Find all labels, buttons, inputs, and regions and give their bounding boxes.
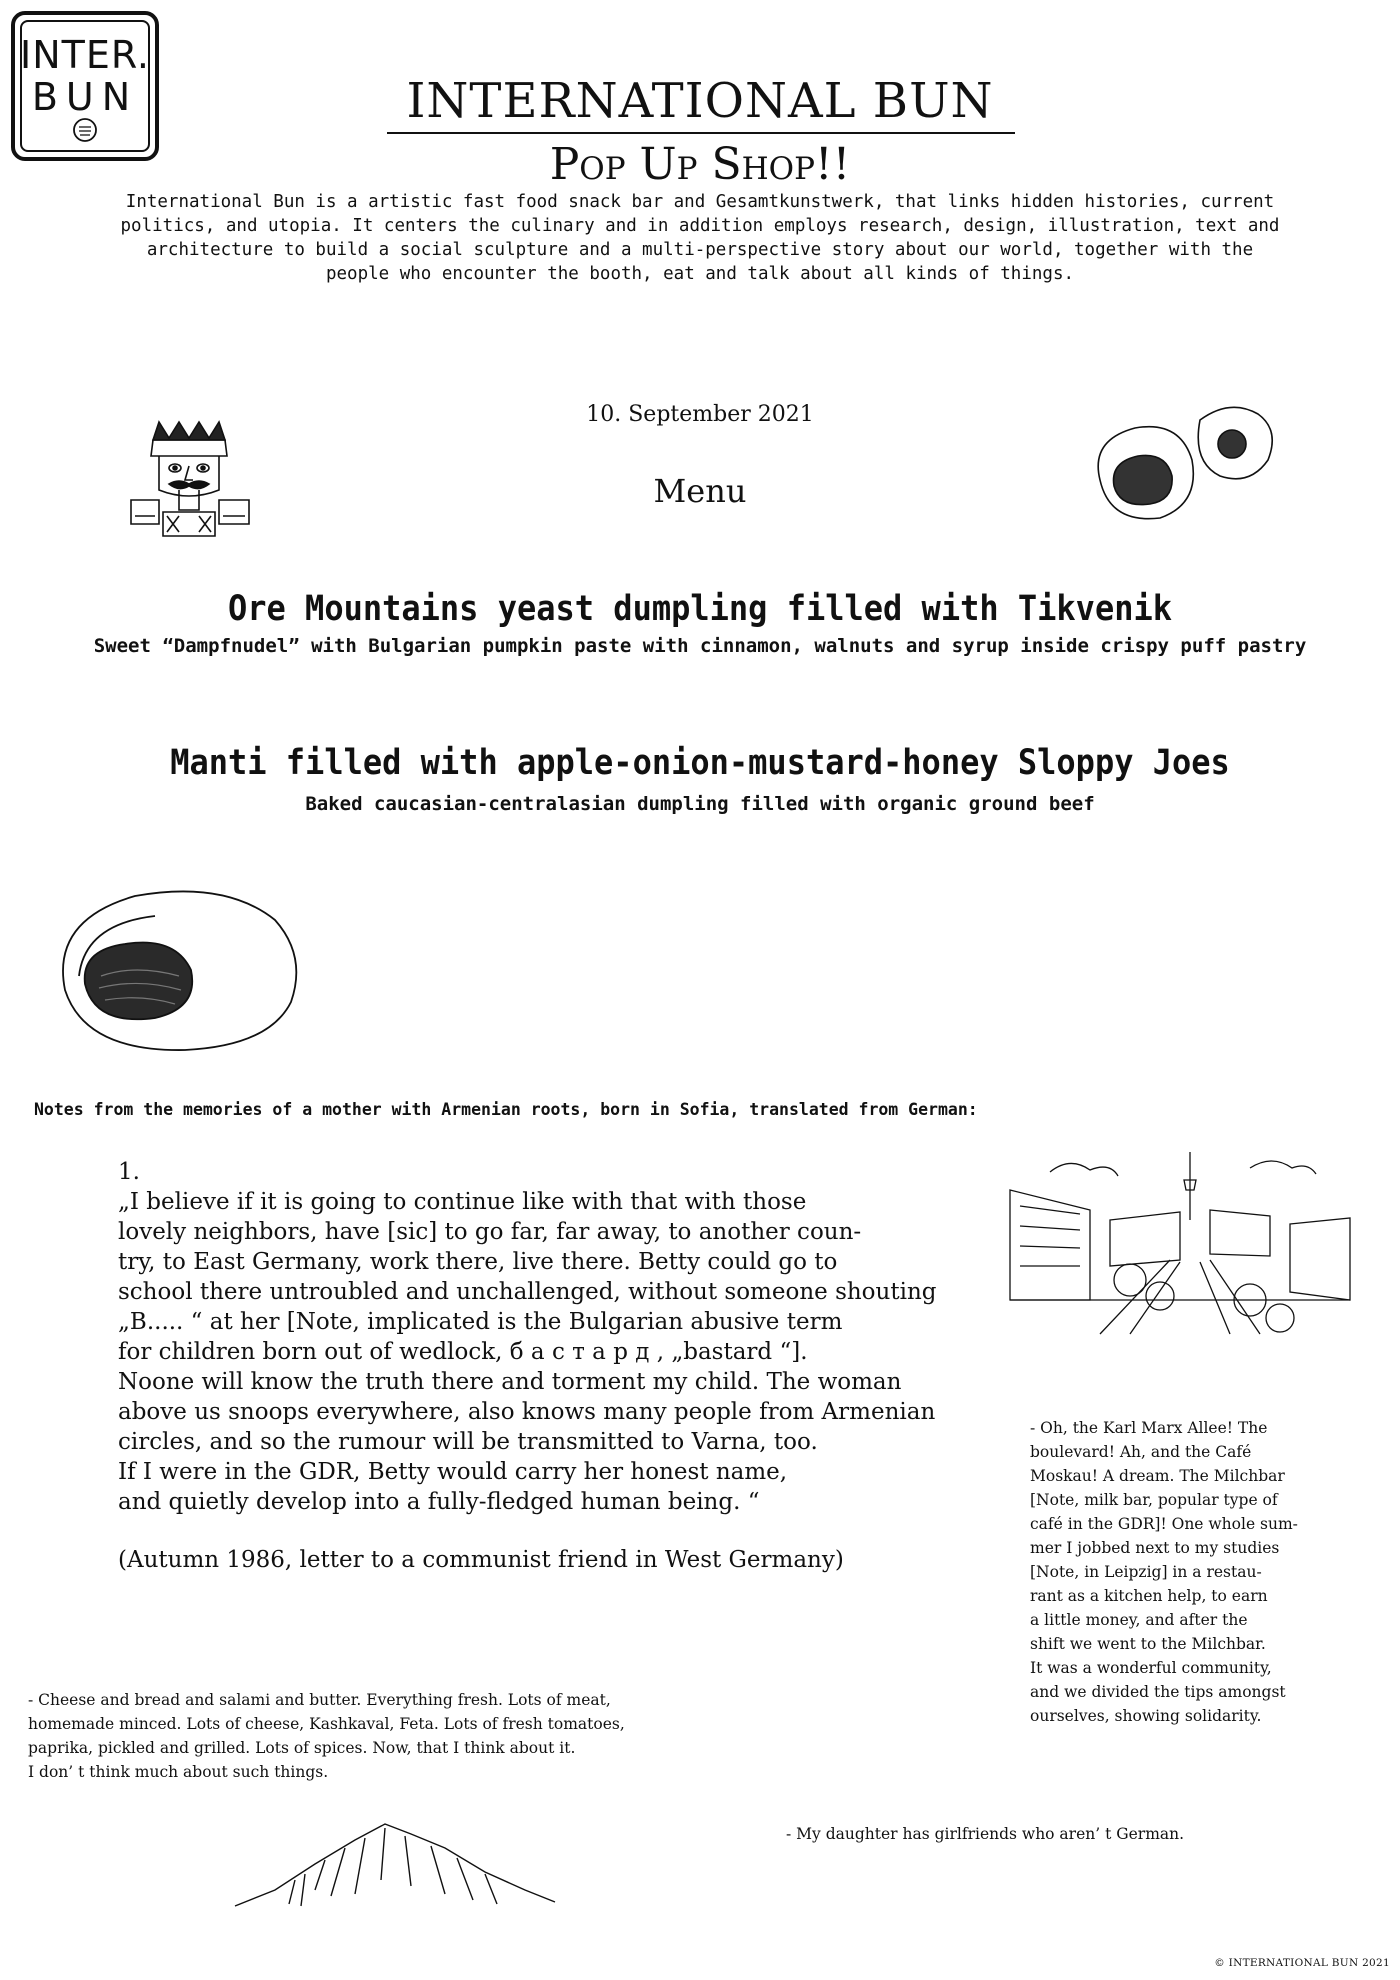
notes-heading: Notes from the memories of a mother with Armenian roots, born in Sofia, translated from German:	[34, 1100, 978, 1119]
letter-text: „I believe if it is going to continue like with that with those lovely neighbors, have [sic] to go far, far away, to another coun- try, to East Germany, work there, live there. Betty could go to school there untroubled and unchallenged, without someone shouting „B..... “ at her [Note, implicated is the Bulgarian abusive term for children born out of wedlock, б а с т а р д , „bastard “]. Noone will know the truth there and torment my child. The woman above us snoops everywhere, also knows many people from Armenian circles, and so the rumour will be transmitted to Varna, too. If I were in the GDR, Betty would carry her honest name, and quietly develop into a fully-fledged human being. “	[118, 1189, 937, 1515]
boulevard-illustration	[1010, 1150, 1350, 1335]
nutcracker-illustration	[125, 420, 255, 545]
logo-line-2: BUN	[31, 75, 139, 119]
menu-date: 10. September 2021	[586, 402, 814, 427]
menu-heading: Menu	[653, 472, 747, 510]
dumpling-illustration	[55, 880, 305, 1055]
page-title: INTERNATIONAL BUN	[406, 73, 994, 129]
cheese-text: - Cheese and bread and salami and butter. Everything fresh. Lots of meat, homemade minced. Lots of cheese, Kashkaval, Feta. Lots of fresh tomatoes, paprika, pickled and grilled. Lots of spices. Now, that I think about it. I don’ t think much about such things.	[28, 1691, 625, 1781]
inter-bun-logo	[10, 10, 160, 162]
karl-marx-allee-text: - Oh, the Karl Marx Allee! The boulevard! Ah, and the Café Moskau! A dream. The Milchbar [Note, milk bar, popular type of café in the GDR]! One whole sum- mer I jobbed next to my studies [Note, in Leipzig] in a restau- rant as a kitchen help, to earn a little money, and after the shift we went to the Milchbar. It was a wonderful community, and we divided the tips amongst ourselves, showing solidarity.	[1030, 1419, 1298, 1725]
menu-item-1-description: Sweet “Dampfnudel” with Bulgarian pumpkin paste with cinnamon, walnuts and syrup inside crispy puff pastry	[93, 635, 1307, 657]
cheese-note	[28, 1688, 768, 1784]
menu-item-1-name: Ore Mountains yeast dumpling filled with Tikvenik	[227, 587, 1172, 629]
daughter-note: - My daughter has girlfriends who aren’ t German.	[786, 1825, 1185, 1843]
logo-line-1: INTER.	[20, 33, 150, 77]
title-divider	[387, 132, 1015, 134]
menu-item-2-name: Manti filled with apple-onion-mustard-honey Sloppy Joes	[170, 741, 1230, 783]
menu-item-2-description: Baked caucasian-centralasian dumpling filled with organic ground beef	[305, 793, 1095, 815]
intro-paragraph: International Bun is a artistic fast food snack bar and Gesamtkunstwerk, that links hidden histories, current politics, and utopia. It centers the culinary and in addition employs research, design, illustration, text and architecture to build a social sculpture and a multi-perspective story about our world, together with the people who encounter the booth, eat and talk about all kinds of things.	[120, 192, 1280, 284]
letter-citation: (Autumn 1986, letter to a communist friend in West Germany)	[118, 1547, 844, 1573]
letter-number: 1.	[118, 1159, 140, 1185]
letter-block	[118, 1157, 998, 1575]
karl-marx-allee-note	[1030, 1416, 1360, 1728]
mountain-illustration	[235, 1820, 555, 1910]
bun-icon	[74, 119, 96, 141]
buns-illustration	[1080, 400, 1290, 530]
page-subtitle: Pop Up Shop!!	[549, 139, 851, 190]
copyright-notice: © INTERNATIONAL BUN 2021	[1214, 1957, 1390, 1969]
